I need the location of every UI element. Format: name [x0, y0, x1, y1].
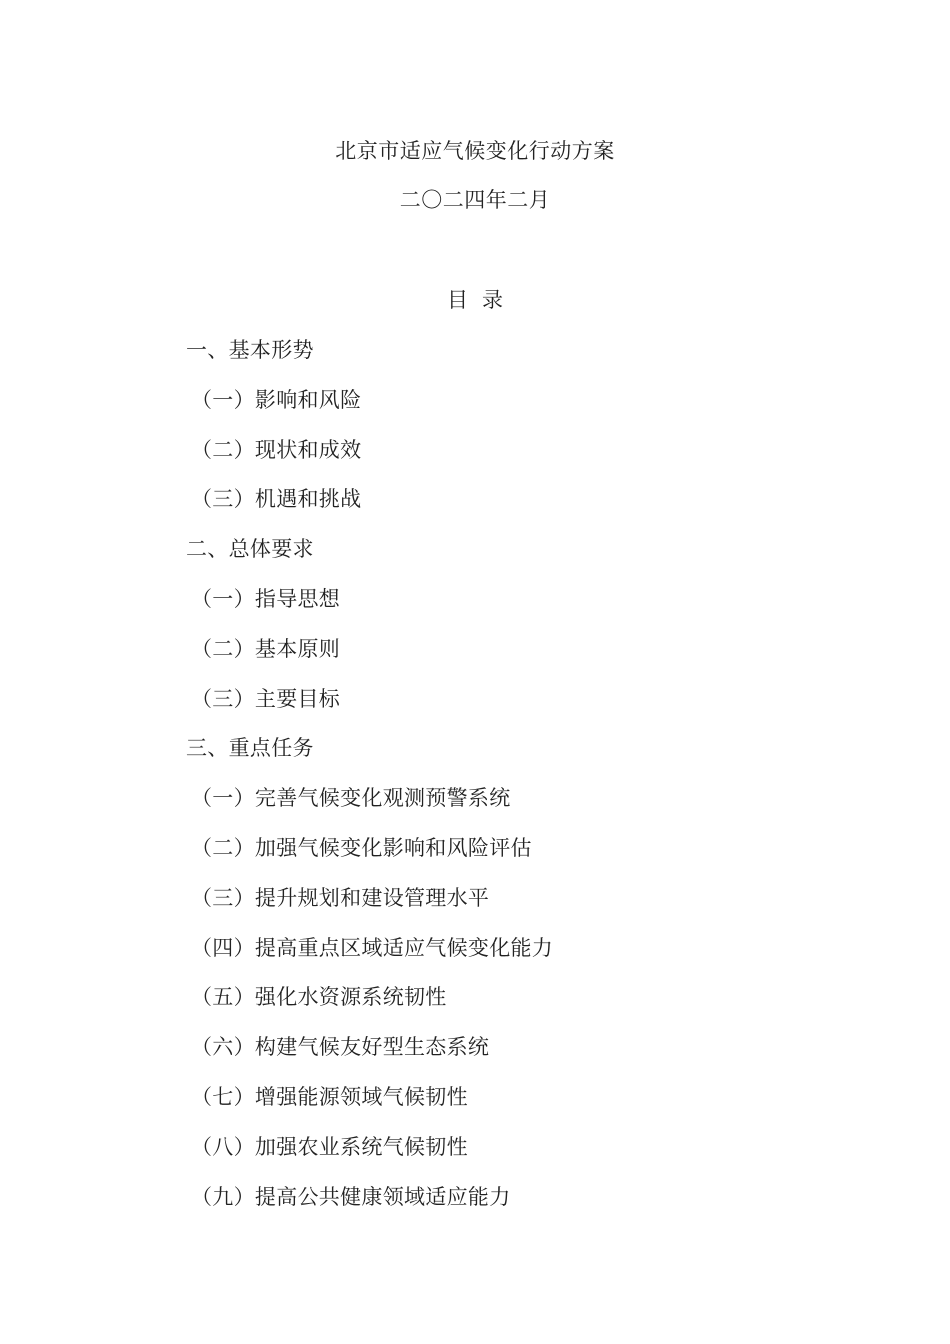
toc-list [186, 335, 553, 1231]
document-date: 二〇二四年二月 [399, 188, 551, 212]
toc-item: 三、重点任务 [186, 736, 314, 761]
toc-item: （三）提升规划和建设管理水平 [191, 885, 490, 910]
toc-item: （五）强化水资源系统韧性 [191, 985, 447, 1010]
toc-item: （八）加强农业系统气候韧性 [191, 1134, 468, 1159]
toc-item: （二）基本原则 [191, 636, 341, 661]
document-title: 北京市适应气候变化行动方案 [335, 139, 615, 163]
toc-item: （一）影响和风险 [191, 387, 362, 412]
toc-item: 二、总体要求 [186, 537, 314, 562]
toc-item: （四）提高重点区域适应气候变化能力 [191, 935, 554, 960]
toc-item: （三）机遇和挑战 [191, 487, 362, 512]
toc-heading [0, 285, 950, 315]
toc-item: （二）现状和成效 [191, 437, 362, 462]
toc-heading-char-1: 目 [447, 288, 468, 312]
toc-item: （六）构建气候友好型生态系统 [191, 1035, 490, 1060]
toc-item: （一）完善气候变化观测预警系统 [191, 786, 511, 811]
toc-item: 一、基本形势 [186, 338, 314, 362]
toc-heading-char-2: 录 [482, 288, 503, 312]
toc-item: （一）指导思想 [191, 586, 341, 611]
toc-item: （七）增强能源领域气候韧性 [191, 1084, 468, 1109]
toc-item: （九）提高公共健康领域适应能力 [191, 1184, 511, 1209]
toc-item: （二）加强气候变化影响和风险评估 [191, 835, 532, 860]
toc-item: （三）主要目标 [191, 686, 341, 711]
